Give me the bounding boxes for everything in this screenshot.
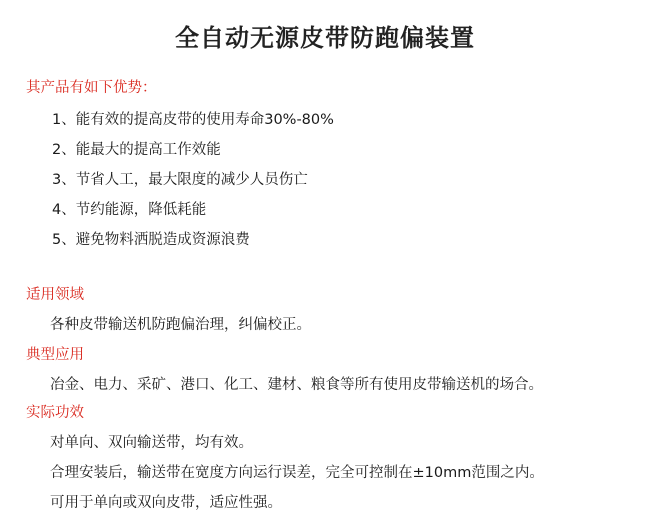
applications-heading: 典型应用 <box>26 347 84 363</box>
advantage-item-5: 5、避免物料洒脱造成资源浪费 <box>52 232 250 248</box>
page-title: 全自动无源皮带防跑偏装置 <box>175 23 475 52</box>
scope-text: 各种皮带输送机防跑偏治理，纠偏校正。 <box>50 317 311 333</box>
effect-line-1: 对单向、双向输送带，均有效。 <box>50 435 253 451</box>
advantage-item-3: 3、节省人工，最大限度的减少人员伤亡 <box>52 172 308 188</box>
advantages-heading: 其产品有如下优势： <box>26 80 157 96</box>
effect-line-2: 合理安装后，输送带在宽度方向运行误差，完全可控制在±10mm范围之内。 <box>50 465 544 481</box>
advantage-item-2: 2、能最大的提高工作效能 <box>52 142 221 158</box>
advantage-item-4: 4、节约能源，降低耗能 <box>52 202 207 218</box>
effect-line-3: 可用于单向或双向皮带，适应性强。 <box>50 495 282 511</box>
advantage-item-1: 1、能有效的提高皮带的使用寿命30%-80% <box>52 112 334 128</box>
applications-text: 冶金、电力、采矿、港口、化工、建材、粮食等所有使用皮带输送机的场合。 <box>50 377 543 393</box>
effect-heading: 实际功效 <box>26 405 84 421</box>
scope-heading: 适用领域 <box>26 287 84 303</box>
